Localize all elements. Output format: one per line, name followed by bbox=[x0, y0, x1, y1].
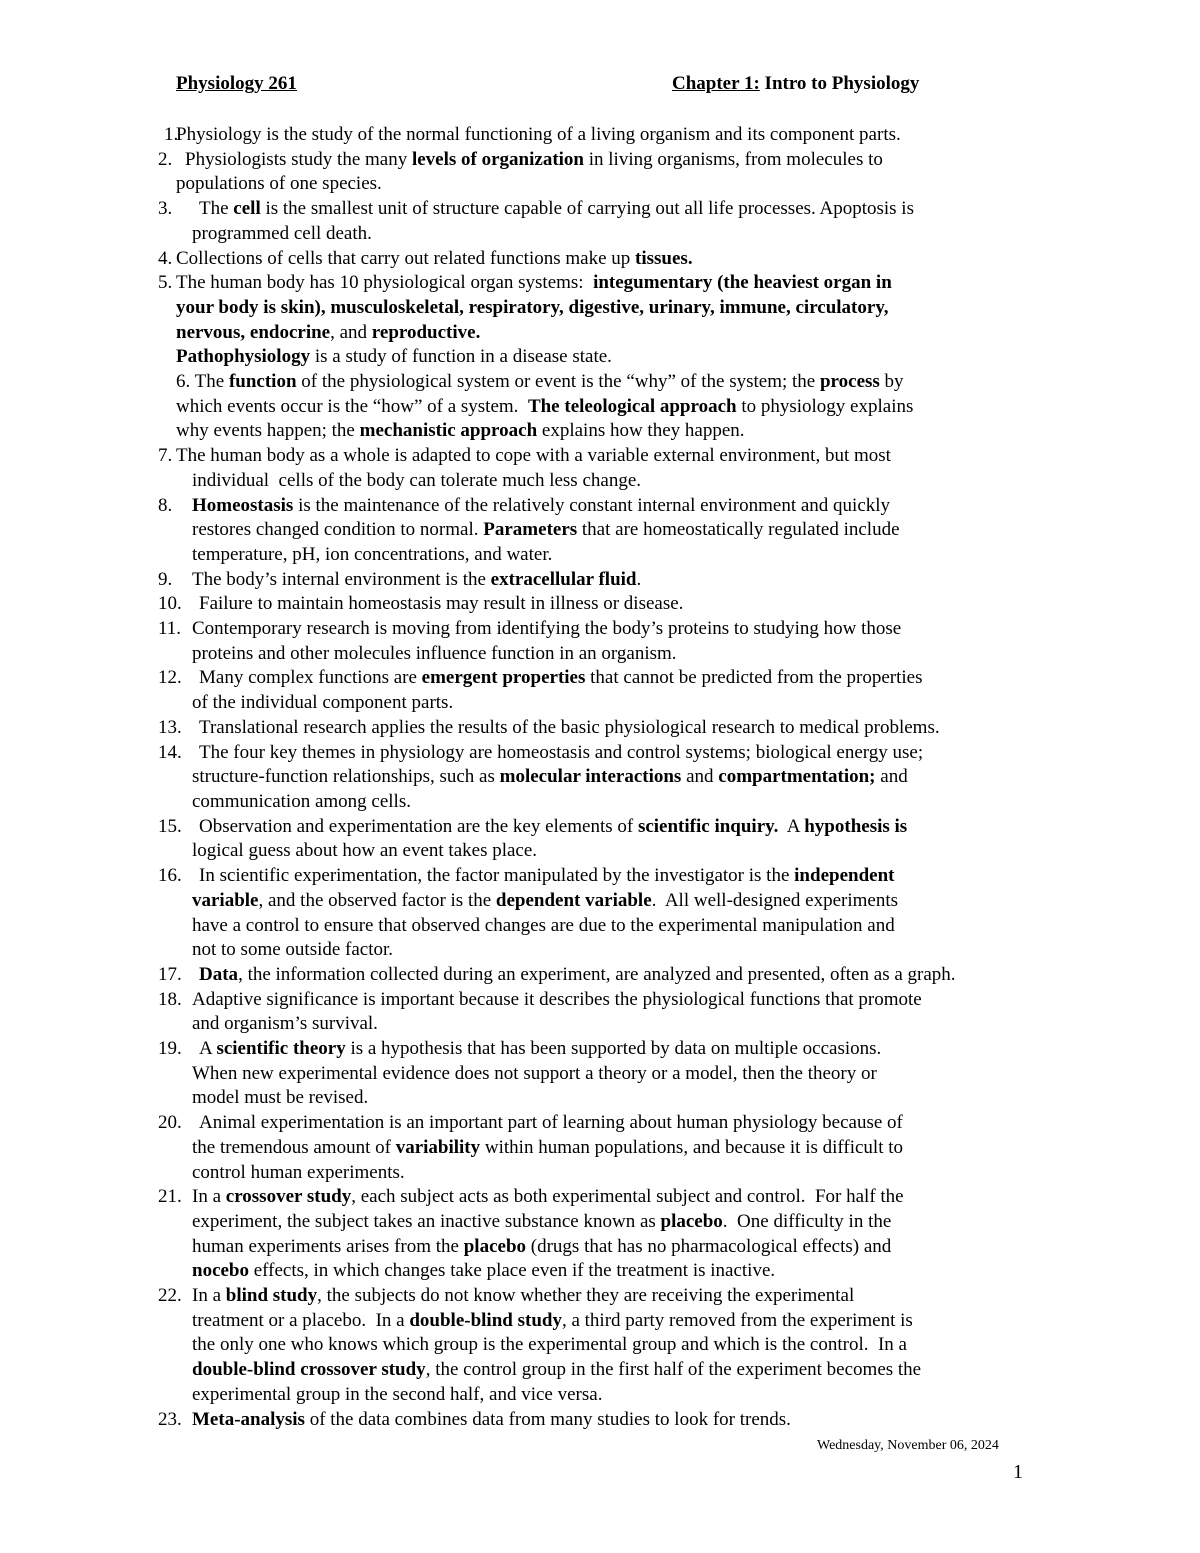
bold-term: tissues. bbox=[635, 247, 693, 269]
text-run: is the smallest unit of structure capable of carrying out all life processes. Apoptosis is bbox=[260, 198, 914, 220]
item-text-line bbox=[0, 1210, 1200, 1235]
text-run: is the maintenance of the relatively constant internal environment and quickly bbox=[293, 494, 891, 516]
item-text-line bbox=[0, 938, 1200, 963]
text-run: . bbox=[636, 568, 642, 590]
bold-term: integumentary (the heaviest organ in bbox=[593, 272, 892, 294]
bold-term: crossover study bbox=[225, 1186, 352, 1208]
item-text-line bbox=[0, 518, 1200, 543]
text-run: , and bbox=[330, 321, 372, 343]
bold-term: independent bbox=[794, 865, 895, 887]
text-run: Contemporary research is moving from identifying the body’s proteins to studying how those bbox=[192, 618, 902, 640]
item-text-line bbox=[0, 494, 1200, 519]
text-run: Translational research applies the results of the basic physiological research to medical problems. bbox=[199, 716, 940, 738]
text-run: to physiology explains bbox=[736, 395, 914, 417]
bold-term: Parameters bbox=[483, 519, 578, 541]
bold-term: blind study bbox=[225, 1285, 318, 1307]
text-run: is a hypothesis that has been supported by data on multiple occasions. bbox=[345, 1038, 882, 1060]
item-text-line bbox=[0, 889, 1200, 914]
list-item bbox=[0, 988, 1200, 1037]
item-number: 13. bbox=[158, 716, 182, 738]
bold-term: emergent properties bbox=[421, 667, 586, 689]
text-run: (drugs that has no pharmacological effects) and bbox=[526, 1235, 892, 1257]
text-run: that cannot be predicted from the properties bbox=[585, 667, 923, 689]
item-number: 5. bbox=[158, 272, 173, 294]
item-number: 10. bbox=[158, 593, 182, 615]
text-run: proteins and other molecules influence function in an organism. bbox=[192, 642, 677, 664]
list-item bbox=[0, 617, 1200, 666]
list-item bbox=[0, 666, 1200, 715]
bold-term: dependent variable bbox=[495, 889, 652, 911]
item-text-line bbox=[0, 197, 1200, 222]
course-name: Physiology 261 bbox=[176, 73, 297, 94]
text-run: in living organisms, from molecules to bbox=[584, 148, 883, 170]
text-run: In a bbox=[192, 1285, 226, 1307]
item-text-line bbox=[0, 123, 1200, 148]
item-number: 2. bbox=[158, 148, 173, 170]
footer-date: Wednesday, November 06, 2024 bbox=[817, 1438, 999, 1453]
text-run: and bbox=[681, 766, 719, 788]
text-run: human experiments arises from the bbox=[192, 1235, 464, 1257]
item-number: 20. bbox=[158, 1112, 182, 1134]
bold-term: your body is skin), musculoskeletal, respiratory, digestive, urinary, immune, circulatory, bbox=[176, 296, 889, 318]
text-run: have a control to ensure that observed changes are due to the experimental manipulation and bbox=[192, 914, 895, 936]
bold-term: The teleological approach bbox=[527, 395, 737, 417]
text-run: , each subject acts as both experimental subject and control. For half the bbox=[351, 1186, 904, 1208]
item-number: 15. bbox=[158, 815, 182, 837]
text-run: experimental group in the second half, and vice versa. bbox=[192, 1383, 603, 1405]
text-run: The human body has 10 physiological organ systems: bbox=[176, 272, 594, 294]
text-run: of the individual component parts. bbox=[192, 692, 454, 714]
bold-term: double-blind crossover study bbox=[192, 1359, 426, 1381]
bold-term: Pathophysiology bbox=[176, 346, 311, 368]
item-text-line bbox=[0, 172, 1200, 197]
text-run: communication among cells. bbox=[192, 790, 411, 812]
bold-term: variable bbox=[192, 889, 259, 911]
text-run: structure-function relationships, such as bbox=[192, 766, 500, 788]
text-run: Physiologists study the many bbox=[185, 148, 412, 170]
bold-term: nervous, endocrine bbox=[176, 321, 331, 343]
bold-term: process bbox=[819, 371, 880, 393]
bold-term: function bbox=[228, 371, 297, 393]
item-text-line bbox=[0, 271, 1200, 296]
item-number: 17. bbox=[158, 963, 182, 985]
item-text-line bbox=[0, 691, 1200, 716]
list-item bbox=[0, 716, 1200, 741]
text-run: The four key themes in physiology are homeostasis and control systems; biological energy use; bbox=[199, 741, 924, 763]
bold-term: double-blind study bbox=[409, 1309, 562, 1331]
text-run: . All well-designed experiments bbox=[651, 889, 899, 911]
notes-list bbox=[0, 123, 1200, 1432]
list-item bbox=[0, 197, 1200, 246]
item-number: 11. bbox=[158, 618, 182, 640]
text-run: The body’s internal environment is the bbox=[192, 568, 491, 590]
bold-term: Homeostasis bbox=[192, 494, 294, 516]
item-number: 3. bbox=[158, 198, 173, 220]
item-text-line bbox=[0, 1012, 1200, 1037]
text-run: of the physiological system or event is the “why” of the system; the bbox=[296, 371, 820, 393]
text-run: experiment, the subject takes an inactive substance known as bbox=[192, 1210, 661, 1232]
item-text-line bbox=[0, 568, 1200, 593]
bold-term: variability bbox=[395, 1136, 481, 1158]
item-number: 1. bbox=[164, 124, 179, 145]
list-item bbox=[0, 963, 1200, 988]
text-run: Physiology is the study of the normal functioning of a living organism and its component parts. bbox=[176, 124, 901, 145]
item-number: 18. bbox=[158, 988, 182, 1010]
text-run: the only one who knows which group is the experimental group and which is the control. In a bbox=[192, 1334, 907, 1356]
text-run: . One difficulty in the bbox=[722, 1210, 892, 1232]
text-run: of the data combines data from many studies to look for trends. bbox=[304, 1408, 791, 1430]
text-run: individual cells of the body can tolerate much less change. bbox=[192, 469, 641, 491]
text-run: explains how they happen. bbox=[537, 420, 745, 442]
list-item bbox=[0, 148, 1200, 197]
item-text-line bbox=[0, 148, 1200, 173]
item-number: 12. bbox=[158, 667, 182, 689]
list-item bbox=[0, 1111, 1200, 1185]
chapter-label: Chapter 1: bbox=[672, 73, 760, 94]
item-text-line bbox=[0, 1062, 1200, 1087]
chapter-heading bbox=[672, 72, 919, 96]
text-run: When new experimental evidence does not support a theory or a model, then the theory or bbox=[192, 1062, 877, 1084]
bold-term: cell bbox=[233, 198, 261, 220]
list-item bbox=[0, 247, 1200, 272]
list-item bbox=[0, 1284, 1200, 1408]
text-run: Many complex functions are bbox=[199, 667, 422, 689]
item-text-line bbox=[0, 370, 1200, 395]
item-number: 8. bbox=[158, 494, 173, 516]
text-run: programmed cell death. bbox=[192, 222, 372, 244]
page-number: 1 bbox=[1013, 1461, 1023, 1483]
list-item bbox=[0, 370, 1200, 444]
text-run: In a bbox=[192, 1186, 226, 1208]
text-run: not to some outside factor. bbox=[192, 939, 394, 961]
text-run: The human body as a whole is adapted to cope with a variable external environment, but most bbox=[176, 445, 891, 467]
item-text-line bbox=[0, 1086, 1200, 1111]
text-run: by bbox=[879, 371, 904, 393]
item-number: 21. bbox=[158, 1186, 182, 1208]
item-text-line bbox=[0, 345, 1200, 370]
text-run: treatment or a placebo. In a bbox=[192, 1309, 410, 1331]
item-number: 22. bbox=[158, 1285, 182, 1307]
item-text-line bbox=[0, 1358, 1200, 1383]
text-run: effects, in which changes take place even if the treatment is inactive. bbox=[249, 1260, 776, 1282]
item-text-line bbox=[0, 839, 1200, 864]
bold-term: scientific theory bbox=[216, 1038, 346, 1060]
text-run: , and the observed factor is the bbox=[258, 889, 496, 911]
item-number: 4. bbox=[158, 247, 173, 269]
item-number: 9. bbox=[158, 568, 173, 590]
item-text-line bbox=[0, 642, 1200, 667]
course-title bbox=[176, 72, 297, 96]
bold-term: scientific inquiry. bbox=[637, 815, 779, 837]
text-run: and bbox=[875, 766, 908, 788]
item-text-line bbox=[0, 790, 1200, 815]
item-text-line bbox=[0, 1136, 1200, 1161]
text-run: which events occur is the “how” of a system. bbox=[176, 395, 528, 417]
item-text-line bbox=[0, 469, 1200, 494]
bold-term: placebo bbox=[463, 1235, 527, 1257]
text-run: control human experiments. bbox=[192, 1161, 405, 1183]
text-run: Collections of cells that carry out related functions make up bbox=[176, 247, 636, 269]
item-text-line bbox=[0, 1161, 1200, 1186]
text-run: temperature, pH, ion concentrations, and water. bbox=[192, 543, 553, 565]
text-run: 6. The bbox=[176, 371, 229, 393]
list-item bbox=[0, 864, 1200, 963]
item-number: 7. bbox=[158, 445, 173, 467]
text-run: Adaptive significance is important because it describes the physiological functions that promote bbox=[192, 988, 922, 1010]
item-text-line bbox=[0, 395, 1200, 420]
text-run: and organism’s survival. bbox=[192, 1013, 378, 1035]
text-run: why events happen; the bbox=[176, 420, 360, 442]
text-run: , a third party removed from the experiment is bbox=[561, 1309, 913, 1331]
bold-term: reproductive. bbox=[371, 321, 481, 343]
item-text-line bbox=[0, 296, 1200, 321]
item-text-line bbox=[0, 1235, 1200, 1260]
bold-term: placebo bbox=[660, 1210, 723, 1232]
item-text-line bbox=[0, 247, 1200, 272]
list-item bbox=[0, 1185, 1200, 1284]
text-run: model must be revised. bbox=[192, 1087, 369, 1109]
bold-term: extracellular fluid bbox=[490, 568, 637, 590]
list-item bbox=[0, 815, 1200, 864]
bold-term: Meta-analysis bbox=[192, 1408, 305, 1430]
item-text-line bbox=[0, 543, 1200, 568]
bold-term: mechanistic approach bbox=[359, 420, 538, 442]
list-item bbox=[0, 123, 1200, 148]
list-item bbox=[0, 494, 1200, 568]
item-text-line bbox=[0, 1309, 1200, 1334]
list-item bbox=[0, 1408, 1200, 1433]
bold-term: nocebo bbox=[192, 1260, 249, 1282]
bold-term: compartmentation; bbox=[718, 766, 876, 788]
item-number: 19. bbox=[158, 1038, 182, 1060]
text-run: logical guess about how an event takes place. bbox=[192, 840, 538, 862]
list-item bbox=[0, 271, 1200, 370]
list-item bbox=[0, 568, 1200, 593]
text-run: In scientific experimentation, the factor manipulated by the investigator is the bbox=[199, 865, 795, 887]
item-number: 16. bbox=[158, 865, 182, 887]
list-item bbox=[0, 1037, 1200, 1111]
bold-term: Data bbox=[199, 963, 239, 985]
list-item bbox=[0, 741, 1200, 815]
text-run: Failure to maintain homeostasis may result in illness or disease. bbox=[199, 593, 684, 615]
item-text-line bbox=[0, 419, 1200, 444]
bold-term: levels of organization bbox=[411, 148, 584, 170]
item-text-line bbox=[0, 321, 1200, 346]
text-run: restores changed condition to normal. bbox=[192, 519, 484, 541]
item-text-line bbox=[0, 444, 1200, 469]
item-text-line bbox=[0, 914, 1200, 939]
item-number: 23. bbox=[158, 1408, 182, 1430]
bold-term: molecular interactions bbox=[499, 766, 682, 788]
text-run: , the information collected during an experiment, are analyzed and presented, often as a graph. bbox=[238, 963, 956, 985]
item-text-line bbox=[0, 765, 1200, 790]
text-run: is a study of function in a disease state. bbox=[310, 346, 612, 368]
list-item bbox=[0, 592, 1200, 617]
text-run: , the control group in the first half of the experiment becomes the bbox=[425, 1359, 922, 1381]
text-run: A bbox=[199, 1038, 217, 1060]
item-text-line bbox=[0, 1383, 1200, 1408]
text-run: populations of one species. bbox=[176, 173, 382, 195]
text-run: that are homeostatically regulated include bbox=[577, 519, 900, 541]
item-number: 14. bbox=[158, 741, 182, 763]
item-text-line bbox=[0, 1333, 1200, 1358]
text-run: Observation and experimentation are the key elements of bbox=[199, 815, 638, 837]
list-item bbox=[0, 444, 1200, 493]
chapter-title: Intro to Physiology bbox=[764, 73, 920, 94]
item-text-line bbox=[0, 1259, 1200, 1284]
text-run: , the subjects do not know whether they are receiving the experimental bbox=[317, 1285, 855, 1307]
text-run: The bbox=[199, 198, 234, 220]
text-run: the tremendous amount of bbox=[192, 1136, 396, 1158]
bold-term: hypothesis is bbox=[804, 815, 908, 837]
text-run: within human populations, and because it is difficult to bbox=[480, 1136, 904, 1158]
text-run: A bbox=[778, 815, 805, 837]
text-run: Animal experimentation is an important part of learning about human physiology because of bbox=[199, 1112, 903, 1134]
item-text-line bbox=[0, 222, 1200, 247]
